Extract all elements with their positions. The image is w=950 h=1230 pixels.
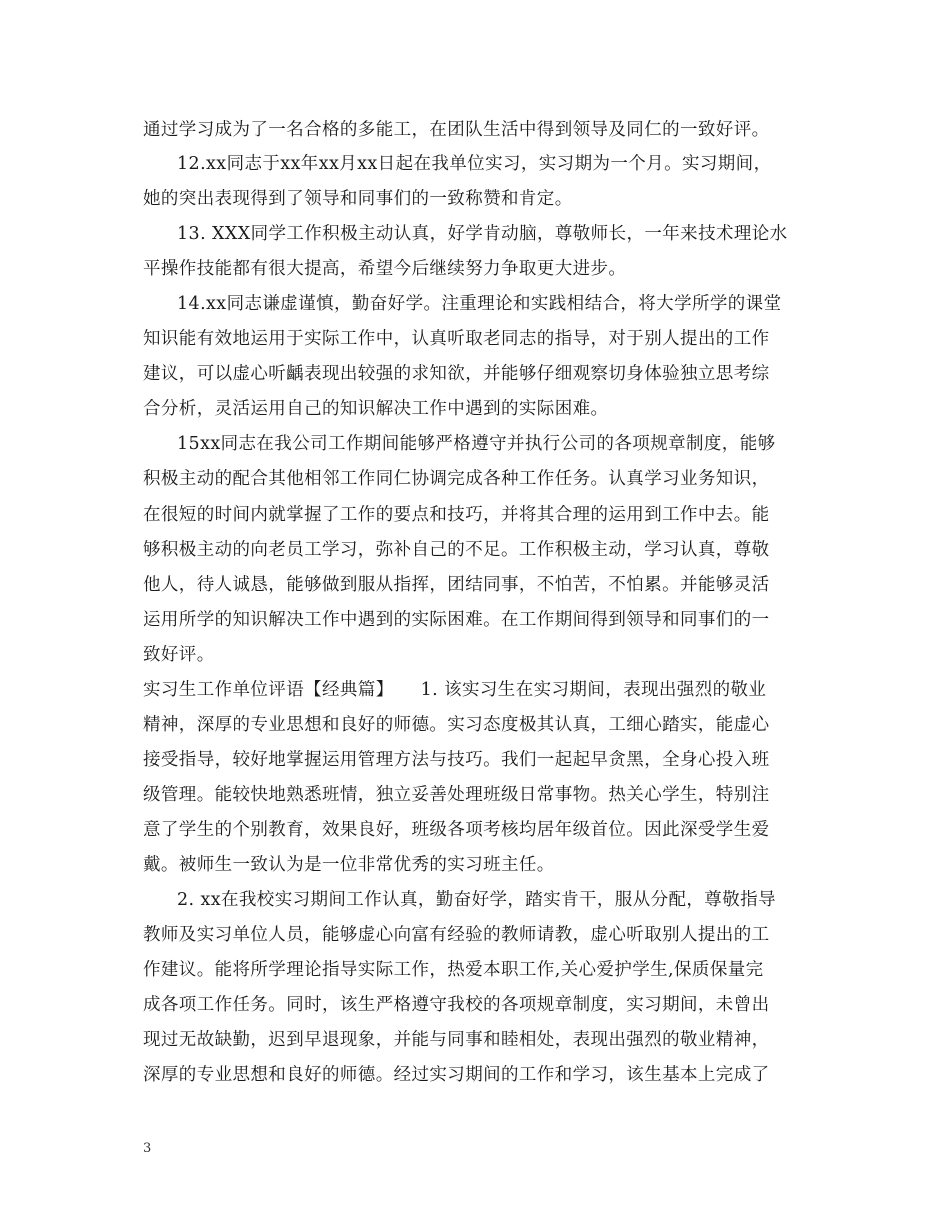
page-number: 3 [143,1141,152,1156]
text-line: 她的突出表现得到了领导和同事们的一致称赞和肯定。 [143,189,573,209]
text-line: 成各项工作任务。同时，该生严格遵守我校的各项规章制度，实习期间，未曾出 [143,995,770,1015]
text-line: 精神，深厚的专业思想和良好的师德。实习态度极其认真，工细心踏实，能虚心 [143,715,770,735]
text-line: 2. xx在我校实习期间工作认真，勤奋好学，踏实肯干，服从分配，尊敬指导 [177,890,776,910]
text-line: 他人，待人诚恳，能够做到服从指挥，团结同事，不怕苦，不怕累。并能够灵活 [143,575,770,595]
text-line: 够积极主动的向老员工学习，弥补自己的不足。工作积极主动，学习认真，尊敬 [143,540,770,560]
section-heading-line: 实习生工作单位评语【经典篇】 1. 该实习生在实习期间，表现出强烈的敬业 [143,680,767,700]
text-line: 戴。被师生一致认为是一位非常优秀的实习班主任。 [143,855,555,875]
text-line: 合分析，灵活运用自己的知识解决工作中遇到的实际困难。 [143,399,609,419]
text-line: 致好评。 [143,645,215,665]
text-line: 通过学习成为了一名合格的多能工，在团队生活中得到领导及同仁的一致好评。 [143,120,770,140]
text-line: 教师及实习单位人员，能够虚心向富有经验的教师请教，虚心听取别人提出的工 [143,925,770,945]
text-line: 运用所学的知识解决工作中遇到的实际困难。在工作期间得到领导和同事们的一 [143,610,770,630]
text-line: 13. XXX同学工作积极主动认真，好学肯动脑，尊敬师长，一年来技术理论水 [177,224,788,244]
text-line: 接受指导，较好地掌握运用管理方法与技巧。我们一起起早贪黑，全身心投入班 [143,750,770,770]
text-line: 在很短的时间内就掌握了工作的要点和技巧，并将其合理的运用到工作中去。能 [143,505,770,525]
text-line: 级管理。能较快地熟悉班情，独立妥善处理班级日常事物。热关心学生，特别注 [143,785,770,805]
text-line: 作建议。能将所学理论指导实际工作，热爱本职工作,关心爱护学生,保质保量完 [143,960,764,980]
text-line: 15xx同志在我公司工作期间能够严格遵守并执行公司的各项规章制度，能够 [177,434,776,454]
text-line: 现过无故缺勤，迟到早退现象，并能与同事和睦相处，表现出强烈的敬业精神， [143,1030,770,1050]
text-line: 知识能有效地运用于实际工作中，认真听取老同志的指导，对于别人提出的工作 [143,329,770,349]
text-line: 平操作技能都有很大提高，希望今后继续努力争取更大进步。 [143,259,627,279]
text-line: 深厚的专业思想和良好的师德。经过实习期间的工作和学习，该生基本上完成了 [143,1065,770,1085]
text-line: 12.xx同志于xx年xx月xx日起在我单位实习，实习期为一个月。实习期间， [177,154,772,174]
text-line: 14.xx同志谦虚谨慎，勤奋好学。注重理论和实践相结合，将大学所学的课堂 [177,294,782,314]
text-line: 意了学生的个别教育，效果良好，班级各项考核均居年级首位。因此深受学生爱 [143,820,770,840]
text-line: 积极主动的配合其他相邻工作同仁协调完成各种工作任务。认真学习业务知识， [143,469,770,489]
text-line: 建议，可以虚心听齲表现出较强的求知欲，并能够仔细观察切身体验独立思考综 [143,364,770,384]
